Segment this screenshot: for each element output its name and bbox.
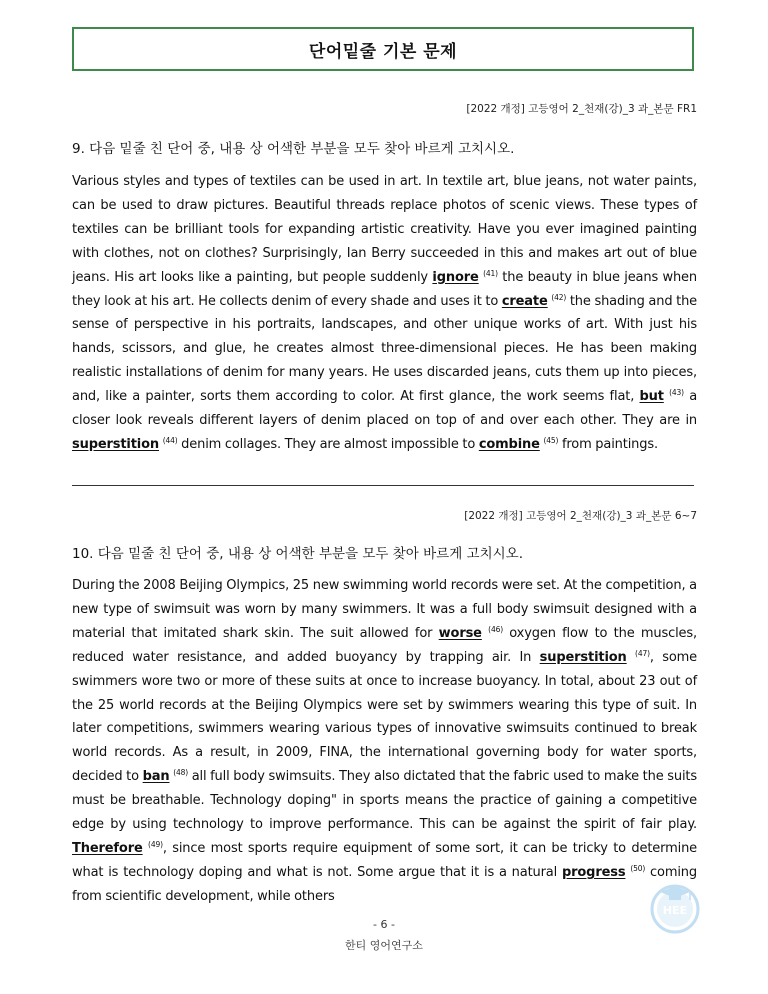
page-number: - 6 - [373,918,395,931]
passage-2 [72,574,697,909]
underlined-word-49: Therefore [72,840,143,856]
blank-number-42: (42) [551,292,567,302]
source-label-2: [2022 개정] 고등영어 2_천재(강)_3 과_본문 6~7 [464,510,697,522]
blank-number-41: (41) [483,268,498,278]
underlined-word-43: but [639,389,664,405]
section-divider [72,485,694,486]
logo-text: HEE [662,904,688,917]
title-box [72,27,694,71]
underlined-word-41: ignore [432,269,479,285]
question-10: 10. 다음 밑줄 친 단어 중, 내용 상 어색한 부분을 모두 찾아 바르게 고치시오. [72,546,523,562]
blank-number-48: (48) [173,768,188,778]
page-title: 단어밑줄 기본 문제 [308,41,458,62]
blank-number-46: (46) [488,624,503,634]
blank-number-43: (43) [669,388,684,398]
footer-org: 한티 영어연구소 [345,939,423,952]
passage-text: oxygen flow to the muscles, reduced water resistance, and added buoyancy by trapping air. In [72,625,698,665]
passage-1 [72,170,697,457]
underlined-word-50: progress [561,864,626,880]
passage-text: all full body swimsuits. They also dictated that the fabric used to make the suits must be breathable. Technology doping" in sports means the practice of gaining a competitive edge by using technology to improve performance. This can be against the spirit of fair play. [72,769,697,833]
passage-text: , some swimmers wore two or more of these suits at once to increase buoyancy. In total, about 23 out of the 25 world records at the Beijing Olympics were set by swimmers wearing this type of suit. In later competitions, swimmers wearing various types of innovative swimsuits continued to break world records. As a result, in 2009, FINA, the international governing body for water sports, decided to [72,649,697,785]
source-label-1: [2022 개정] 고등영어 2_천재(강)_3 과_본문 FR1 [466,103,697,115]
passage-text: , since most sports require equipment of some sort, it can be tricky to determine what is technology doping and what is not. Some argue that it is a natural [72,840,698,880]
passage-text: denim collages. They are almost impossible to [177,436,479,452]
question-9: 9. 다음 밑줄 친 단어 중, 내용 상 어색한 부분을 모두 찾아 바르게 고치시오. [72,141,515,157]
blank-number-45: (45) [543,435,559,445]
underlined-word-45: combine [478,436,540,452]
underlined-word-48: ban [142,769,170,785]
passage-text: from paintings. [558,436,658,452]
underlined-word-42: create [501,293,548,309]
blank-number-50: (50) [630,863,646,873]
blank-number-44: (44) [162,435,178,445]
blank-number-49: (49) [148,839,163,849]
passage-text: During the 2008 Beijing Olympics, 25 new swimming world records were set. At the competition, a new type of swimsuit was worn by many swimmers. It was a full body swimsuit designed with a material that imitated shark skin. The suit allowed for [72,578,697,641]
passage-text: Various styles and types of textiles can be used in art. In textile art, blue jeans, not water paints, can be used to draw pictures. Beautiful threads replace photos of scenic views. These types of textiles can be brilliant tools for expanding artistic creativity. Have you ever imagined painting with clothes, not on clothes? Surprisingly, Ian Berry succeeded in this and makes art out of blue jeans. His art looks like a painting, but people suddenly [72,174,697,285]
blank-number-47: (47) [635,648,650,658]
underlined-word-46: worse [438,625,482,641]
passage-text: a closer look reveals different layers of denim placed on top of and over each other. They are in [72,389,698,429]
passage-text: coming from scientific development, while others [72,864,697,904]
hee-logo-icon [648,880,702,934]
underlined-word-44: superstition [72,436,159,452]
passage-text: the shading and the sense of perspective in his portraits, landscapes, and other unique works of art. With just his hands, scissors, and glue, he creates almost three-dimensional pieces. He has been making realistic installations of denim for many years. He uses discarded jeans, cuts them up into pieces, and, like a painter, sorts them according to color. At first glance, the work seems flat, [72,293,698,405]
underlined-word-47: superstition [539,649,627,665]
passage-text: the beauty in blue jeans when they look at his art. He collects denim of every shade and uses it to [72,269,697,309]
